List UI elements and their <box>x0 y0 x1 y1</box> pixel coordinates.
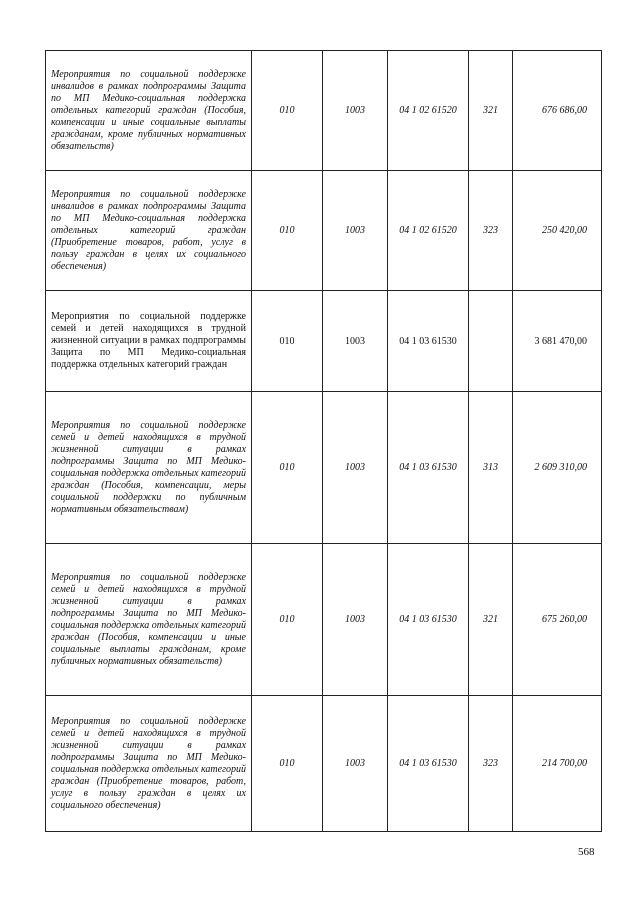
row-description: Мероприятия по социальной поддержке семей и детей находящихся в трудной жизненной ситуации в рамках подпрограммы Защита по МП Медико-социальная поддержка отдельных категорий граждан <box>46 291 252 392</box>
target-article-code: 04 1 03 61530 <box>388 544 469 696</box>
table-row <box>46 291 602 392</box>
ministry-code: 010 <box>252 291 323 392</box>
target-article-code: 04 1 02 61520 <box>388 51 469 171</box>
row-description: Мероприятия по социальной поддержке семей и детей находящихся в трудной жизненной ситуации в рамках подпрограммы Защита по МП Медико-социальная поддержка отдельных категорий граждан (Пособия, компенсации, меры социальной поддержки по публичным нормативным обязательствам) <box>46 392 252 544</box>
section-code: 1003 <box>323 291 388 392</box>
amount: 214 700,00 <box>513 696 602 832</box>
table-row <box>46 51 602 171</box>
page-number: 568 <box>578 846 595 858</box>
ministry-code: 010 <box>252 171 323 291</box>
amount: 675 260,00 <box>513 544 602 696</box>
target-article-code: 04 1 03 61530 <box>388 291 469 392</box>
table-row <box>46 696 602 832</box>
row-description: Мероприятия по социальной поддержке инвалидов в рамках подпрограммы Защита по МП Медико-социальная поддержка отдельных категорий граждан (Приобретение товаров, работ, услуг в пользу граждан в целях их социального обеспечения) <box>46 171 252 291</box>
row-description: Мероприятия по социальной поддержке семей и детей находящихся в трудной жизненной ситуации в рамках подпрограммы Защита по МП Медико-социальная поддержка отдельных категорий граждан (Пособия, компенсации и иные социальные выплаты гражданам, кроме публичных нормативных обязательств) <box>46 544 252 696</box>
amount: 2 609 310,00 <box>513 392 602 544</box>
row-description: Мероприятия по социальной поддержке семей и детей находящихся в трудной жизненной ситуации в рамках подпрограммы Защита по МП Медико-социальная поддержка отдельных категорий граждан (Приобретение товаров, работ, услуг в пользу граждан в целях их социального обеспечения) <box>46 696 252 832</box>
ministry-code: 010 <box>252 544 323 696</box>
section-code: 1003 <box>323 544 388 696</box>
expense-type-code: 321 <box>469 544 513 696</box>
section-code: 1003 <box>323 51 388 171</box>
target-article-code: 04 1 02 61520 <box>388 171 469 291</box>
target-article-code: 04 1 03 61530 <box>388 696 469 832</box>
expense-type-code: 321 <box>469 51 513 171</box>
table-row <box>46 171 602 291</box>
section-code: 1003 <box>323 696 388 832</box>
budget-table <box>45 50 602 832</box>
amount: 250 420,00 <box>513 171 602 291</box>
ministry-code: 010 <box>252 392 323 544</box>
expense-type-code: 323 <box>469 696 513 832</box>
target-article-code: 04 1 03 61530 <box>388 392 469 544</box>
amount: 3 681 470,00 <box>513 291 602 392</box>
table-row <box>46 544 602 696</box>
ministry-code: 010 <box>252 51 323 171</box>
amount: 676 686,00 <box>513 51 602 171</box>
section-code: 1003 <box>323 392 388 544</box>
row-description: Мероприятия по социальной поддержке инвалидов в рамках подпрограммы Защита по МП Медико-социальная поддержка отдельных категорий граждан (Пособия, компенсации и иные социальные выплаты гражданам, кроме публичных нормативных обязательств) <box>46 51 252 171</box>
table-row <box>46 392 602 544</box>
ministry-code: 010 <box>252 696 323 832</box>
expense-type-code: 313 <box>469 392 513 544</box>
expense-type-code: 323 <box>469 171 513 291</box>
section-code: 1003 <box>323 171 388 291</box>
expense-type-code <box>469 291 513 392</box>
